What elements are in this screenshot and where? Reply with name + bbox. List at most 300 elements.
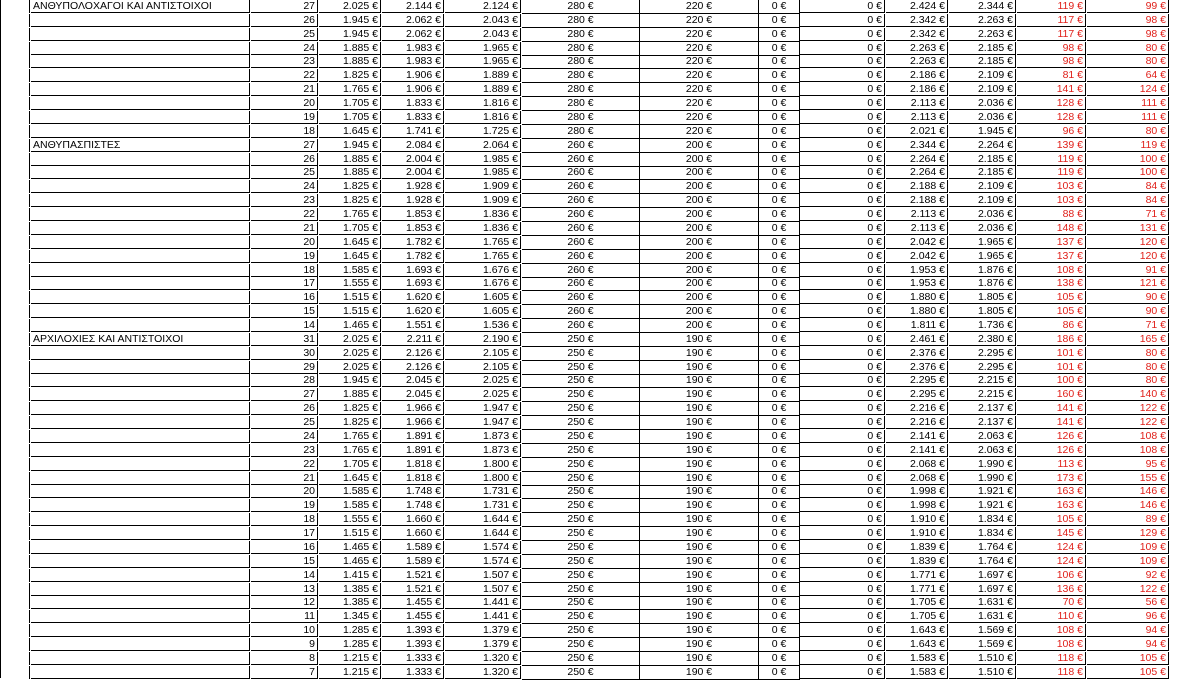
grade-cell: 25 [251,166,318,179]
blank-cell [0,111,30,124]
difference-cell: 120 € [1087,236,1169,249]
blank-cell [0,153,30,166]
allowance-cell: 250 € [522,333,640,347]
zero-cell: 0 € [800,527,885,540]
table-row [0,583,1191,597]
zero-cell: 0 € [759,444,800,458]
total-cell: 2.185 € [949,55,1016,68]
amount-cell: 1.825 € [319,180,381,193]
amount-cell: 1.521 € [382,569,444,582]
zero-cell: 0 € [759,499,800,513]
zero-cell: 0 € [800,402,885,415]
total-cell: 1.921 € [949,499,1016,512]
zero-cell: 0 € [759,472,800,486]
allowance-cell: 220 € [640,125,759,139]
total-cell: 2.295 € [949,347,1016,360]
rank-cell [31,472,250,485]
amount-cell: 1.589 € [382,541,444,554]
difference-cell: 100 € [1087,166,1169,179]
amount-cell: 1.800 € [445,472,521,485]
rank-cell [31,638,250,651]
allowance-cell: 200 € [640,153,759,167]
allowance-cell: 280 € [522,28,640,42]
allowance-cell: 200 € [640,236,759,250]
amount-cell: 1.825 € [319,194,381,207]
table-row [0,610,1191,624]
amount-cell: 1.645 € [319,250,381,263]
table-row [0,347,1191,361]
allowance-cell: 220 € [640,14,759,28]
amount-cell: 1.765 € [319,83,381,96]
total-cell: 1.697 € [949,583,1016,596]
difference-cell: 122 € [1087,416,1169,429]
allowance-cell: 220 € [640,0,759,14]
amount-cell: 1.825 € [319,402,381,415]
blank-cell [0,222,30,235]
difference-cell: 117 € [1017,28,1086,41]
difference-cell: 119 € [1017,166,1086,179]
difference-cell: 139 € [1017,139,1086,152]
grade-cell: 21 [251,83,318,96]
total-cell: 2.185 € [949,153,1016,166]
difference-cell: 148 € [1017,222,1086,235]
amount-cell: 1.645 € [319,125,381,138]
amount-cell: 1.816 € [445,111,521,124]
zero-cell: 0 € [800,28,885,41]
zero-cell: 0 € [759,610,800,624]
total-cell: 1.834 € [949,513,1016,526]
allowance-cell: 190 € [640,652,759,666]
difference-cell: 105 € [1017,291,1086,304]
allowance-cell: 280 € [522,42,640,56]
rank-cell [31,69,250,82]
grade-cell: 16 [251,291,318,304]
total-cell: 1.880 € [886,291,948,304]
amount-cell: 1.782 € [382,236,444,249]
amount-cell: 1.741 € [382,125,444,138]
allowance-cell: 190 € [640,485,759,499]
grade-cell: 23 [251,55,318,68]
amount-cell: 1.465 € [319,319,381,332]
allowance-cell: 280 € [522,111,640,125]
amount-cell: 1.833 € [382,111,444,124]
difference-cell: 122 € [1087,402,1169,415]
difference-cell: 128 € [1017,111,1086,124]
total-cell: 2.109 € [949,83,1016,96]
zero-cell: 0 € [759,291,800,305]
table-row [0,416,1191,430]
zero-cell: 0 € [800,14,885,27]
zero-cell: 0 € [759,527,800,541]
blank-cell [0,485,30,498]
blank-cell [0,444,30,457]
amount-cell: 1.765 € [319,208,381,221]
grade-cell: 24 [251,180,318,193]
rank-cell [31,111,250,124]
zero-cell: 0 € [800,97,885,110]
allowance-cell: 250 € [522,527,640,541]
amount-cell: 1.660 € [382,527,444,540]
zero-cell: 0 € [759,652,800,666]
grade-cell: 17 [251,527,318,540]
total-cell: 1.764 € [949,555,1016,568]
total-cell: 2.295 € [886,374,948,387]
allowance-cell: 190 € [640,527,759,541]
allowance-cell: 220 € [640,28,759,42]
allowance-cell: 280 € [522,55,640,69]
difference-cell: 119 € [1017,0,1086,13]
grade-cell: 27 [251,0,318,13]
difference-cell: 111 € [1087,111,1169,124]
amount-cell: 2.025 € [319,333,381,346]
difference-cell: 186 € [1017,333,1086,346]
blank-cell [0,277,30,290]
zero-cell: 0 € [800,347,885,360]
allowance-cell: 250 € [522,361,640,375]
amount-cell: 1.345 € [319,610,381,623]
difference-cell: 173 € [1017,472,1086,485]
zero-cell: 0 € [800,222,885,235]
difference-cell: 98 € [1017,55,1086,68]
blank-cell [0,610,30,623]
amount-cell: 1.765 € [445,250,521,263]
amount-cell: 1.555 € [319,277,381,290]
blank-cell [0,596,30,609]
zero-cell: 0 € [800,250,885,263]
allowance-cell: 250 € [522,402,640,416]
allowance-cell: 190 € [640,596,759,610]
difference-cell: 101 € [1017,347,1086,360]
zero-cell: 0 € [800,305,885,318]
amount-cell: 1.966 € [382,416,444,429]
blank-cell [0,208,30,221]
zero-cell: 0 € [759,305,800,319]
total-cell: 1.921 € [949,485,1016,498]
grade-cell: 25 [251,416,318,429]
difference-cell: 119 € [1017,153,1086,166]
total-cell: 2.185 € [949,42,1016,55]
grade-cell: 16 [251,541,318,554]
amount-cell: 1.333 € [382,652,444,665]
amount-cell: 1.983 € [382,55,444,68]
amount-cell: 1.885 € [319,55,381,68]
difference-cell: 118 € [1017,652,1086,665]
total-cell: 1.705 € [886,596,948,609]
table-row [0,194,1191,208]
allowance-cell: 260 € [522,208,640,222]
grade-cell: 19 [251,111,318,124]
blank-cell [0,416,30,429]
total-cell: 2.068 € [886,472,948,485]
amount-cell: 1.725 € [445,125,521,138]
amount-cell: 1.589 € [382,555,444,568]
blank-cell [0,291,30,304]
difference-cell: 71 € [1087,319,1169,332]
total-cell: 2.063 € [949,430,1016,443]
grade-cell: 18 [251,125,318,138]
total-cell: 1.811 € [886,319,948,332]
table-row [0,596,1191,610]
amount-cell: 2.062 € [382,14,444,27]
difference-cell: 84 € [1087,194,1169,207]
rank-cell [31,14,250,27]
allowance-cell: 190 € [640,666,759,680]
total-cell: 2.342 € [886,14,948,27]
amount-cell: 1.748 € [382,499,444,512]
rank-cell [31,527,250,540]
rank-cell [31,652,250,665]
total-cell: 1.839 € [886,541,948,554]
total-cell: 2.109 € [949,69,1016,82]
grade-cell: 28 [251,374,318,387]
amount-cell: 1.906 € [382,69,444,82]
difference-cell: 103 € [1017,194,1086,207]
amount-cell: 2.144 € [382,0,444,13]
zero-cell: 0 € [800,83,885,96]
rank-cell [31,208,250,221]
zero-cell: 0 € [800,180,885,193]
total-cell: 2.063 € [949,444,1016,457]
blank-cell [0,402,30,415]
total-cell: 2.113 € [886,208,948,221]
grade-cell: 18 [251,264,318,277]
table-row [0,388,1191,402]
amount-cell: 2.025 € [319,0,381,13]
allowance-cell: 260 € [522,153,640,167]
total-cell: 1.910 € [886,527,948,540]
allowance-cell: 250 € [522,666,640,680]
amount-cell: 2.211 € [382,333,444,346]
total-cell: 1.880 € [886,305,948,318]
allowance-cell: 200 € [640,277,759,291]
amount-cell: 1.983 € [382,42,444,55]
allowance-cell: 220 € [640,97,759,111]
difference-cell: 145 € [1017,527,1086,540]
amount-cell: 1.947 € [445,416,521,429]
rank-cell [31,194,250,207]
blank-cell [0,499,30,512]
difference-cell: 137 € [1017,236,1086,249]
difference-cell: 121 € [1087,277,1169,290]
zero-cell: 0 € [759,430,800,444]
blank-cell [0,388,30,401]
total-cell: 1.805 € [949,305,1016,318]
amount-cell: 1.285 € [319,638,381,651]
difference-cell: 155 € [1087,472,1169,485]
rank-cell [31,291,250,304]
amount-cell: 1.676 € [445,277,521,290]
table-row [0,652,1191,666]
zero-cell: 0 € [800,319,885,332]
allowance-cell: 200 € [640,319,759,333]
amount-cell: 1.620 € [382,305,444,318]
amount-cell: 1.909 € [445,180,521,193]
blank-cell [0,555,30,568]
total-cell: 2.344 € [886,139,948,152]
total-cell: 1.965 € [949,236,1016,249]
amount-cell: 1.585 € [319,499,381,512]
total-cell: 2.264 € [886,153,948,166]
allowance-cell: 260 € [522,180,640,194]
table-row [0,305,1191,319]
rank-cell [31,485,250,498]
rank-cell [31,388,250,401]
allowance-cell: 200 € [640,222,759,236]
total-cell: 1.953 € [886,264,948,277]
rank-cell [31,555,250,568]
zero-cell: 0 € [800,416,885,429]
amount-cell: 1.782 € [382,250,444,263]
difference-cell: 108 € [1017,624,1086,637]
amount-cell: 1.765 € [319,430,381,443]
amount-cell: 1.800 € [445,458,521,471]
rank-cell [31,430,250,443]
zero-cell: 0 € [800,444,885,457]
total-cell: 2.461 € [886,333,948,346]
total-cell: 2.263 € [949,28,1016,41]
amount-cell: 1.748 € [382,485,444,498]
rank-cell [31,666,250,679]
total-cell: 2.113 € [886,97,948,110]
amount-cell: 2.064 € [445,139,521,152]
difference-cell: 64 € [1087,69,1169,82]
difference-cell: 70 € [1017,596,1086,609]
amount-cell: 1.889 € [445,69,521,82]
amount-cell: 1.985 € [445,166,521,179]
zero-cell: 0 € [800,458,885,471]
zero-cell: 0 € [800,472,885,485]
allowance-cell: 190 € [640,472,759,486]
grade-cell: 10 [251,624,318,637]
allowance-cell: 250 € [522,347,640,361]
total-cell: 2.109 € [949,180,1016,193]
blank-cell [0,166,30,179]
zero-cell: 0 € [759,638,800,652]
amount-cell: 1.441 € [445,610,521,623]
rank-cell [31,513,250,526]
blank-cell [0,83,30,96]
total-cell: 2.186 € [886,83,948,96]
grade-cell: 8 [251,652,318,665]
total-cell: 2.188 € [886,180,948,193]
table-row [0,28,1191,42]
table-row [0,499,1191,513]
allowance-cell: 250 € [522,541,640,555]
allowance-cell: 220 € [640,55,759,69]
zero-cell: 0 € [759,111,800,125]
table-row [0,14,1191,28]
amount-cell: 1.620 € [382,291,444,304]
rank-cell [31,319,250,332]
amount-cell: 1.966 € [382,402,444,415]
grade-cell: 19 [251,499,318,512]
blank-cell [0,569,30,582]
allowance-cell: 250 € [522,374,640,388]
blank-cell [0,125,30,138]
amount-cell: 1.705 € [319,222,381,235]
total-cell: 2.186 € [886,69,948,82]
allowance-cell: 250 € [522,652,640,666]
blank-cell [0,583,30,596]
allowance-cell: 250 € [522,444,640,458]
amount-cell: 1.333 € [382,666,444,679]
difference-cell: 111 € [1087,97,1169,110]
rank-cell [31,583,250,596]
table-row [0,250,1191,264]
table-row [0,236,1191,250]
difference-cell: 163 € [1017,499,1086,512]
amount-cell: 1.853 € [382,208,444,221]
zero-cell: 0 € [800,569,885,582]
grade-cell: 18 [251,513,318,526]
rank-cell [31,28,250,41]
difference-cell: 110 € [1017,610,1086,623]
amount-cell: 1.521 € [382,583,444,596]
amount-cell: 1.585 € [319,264,381,277]
amount-cell: 1.928 € [382,194,444,207]
table-row [0,97,1191,111]
blank-cell [0,666,30,679]
total-cell: 1.736 € [949,319,1016,332]
grade-cell: 20 [251,236,318,249]
amount-cell: 1.393 € [382,624,444,637]
zero-cell: 0 € [800,652,885,665]
amount-cell: 1.833 € [382,97,444,110]
amount-cell: 2.190 € [445,333,521,346]
grade-cell: 15 [251,305,318,318]
amount-cell: 1.873 € [445,430,521,443]
total-cell: 2.036 € [949,222,1016,235]
zero-cell: 0 € [759,208,800,222]
allowance-cell: 280 € [522,0,640,14]
blank-cell [0,28,30,41]
allowance-cell: 190 € [640,402,759,416]
grade-cell: 11 [251,610,318,623]
zero-cell: 0 € [800,0,885,13]
grade-cell: 14 [251,319,318,332]
amount-cell: 1.660 € [382,513,444,526]
blank-cell [0,0,30,13]
zero-cell: 0 € [759,83,800,97]
amount-cell: 1.705 € [319,111,381,124]
table-row [0,264,1191,278]
amount-cell: 1.507 € [445,569,521,582]
allowance-cell: 190 € [640,583,759,597]
difference-cell: 103 € [1017,180,1086,193]
allowance-cell: 250 € [522,569,640,583]
total-cell: 1.834 € [949,527,1016,540]
rank-cell [31,236,250,249]
amount-cell: 1.515 € [319,305,381,318]
table-row [0,277,1191,291]
amount-cell: 1.465 € [319,555,381,568]
total-cell: 2.342 € [886,28,948,41]
total-cell: 2.376 € [886,361,948,374]
amount-cell: 1.825 € [319,416,381,429]
zero-cell: 0 € [800,388,885,401]
total-cell: 2.264 € [949,139,1016,152]
amount-cell: 1.853 € [382,222,444,235]
grade-cell: 7 [251,666,318,679]
zero-cell: 0 € [800,361,885,374]
amount-cell: 2.043 € [445,14,521,27]
allowance-cell: 250 € [522,388,640,402]
zero-cell: 0 € [800,194,885,207]
rank-cell [31,444,250,457]
rank-cell [31,416,250,429]
table-row [0,166,1191,180]
amount-cell: 2.062 € [382,28,444,41]
